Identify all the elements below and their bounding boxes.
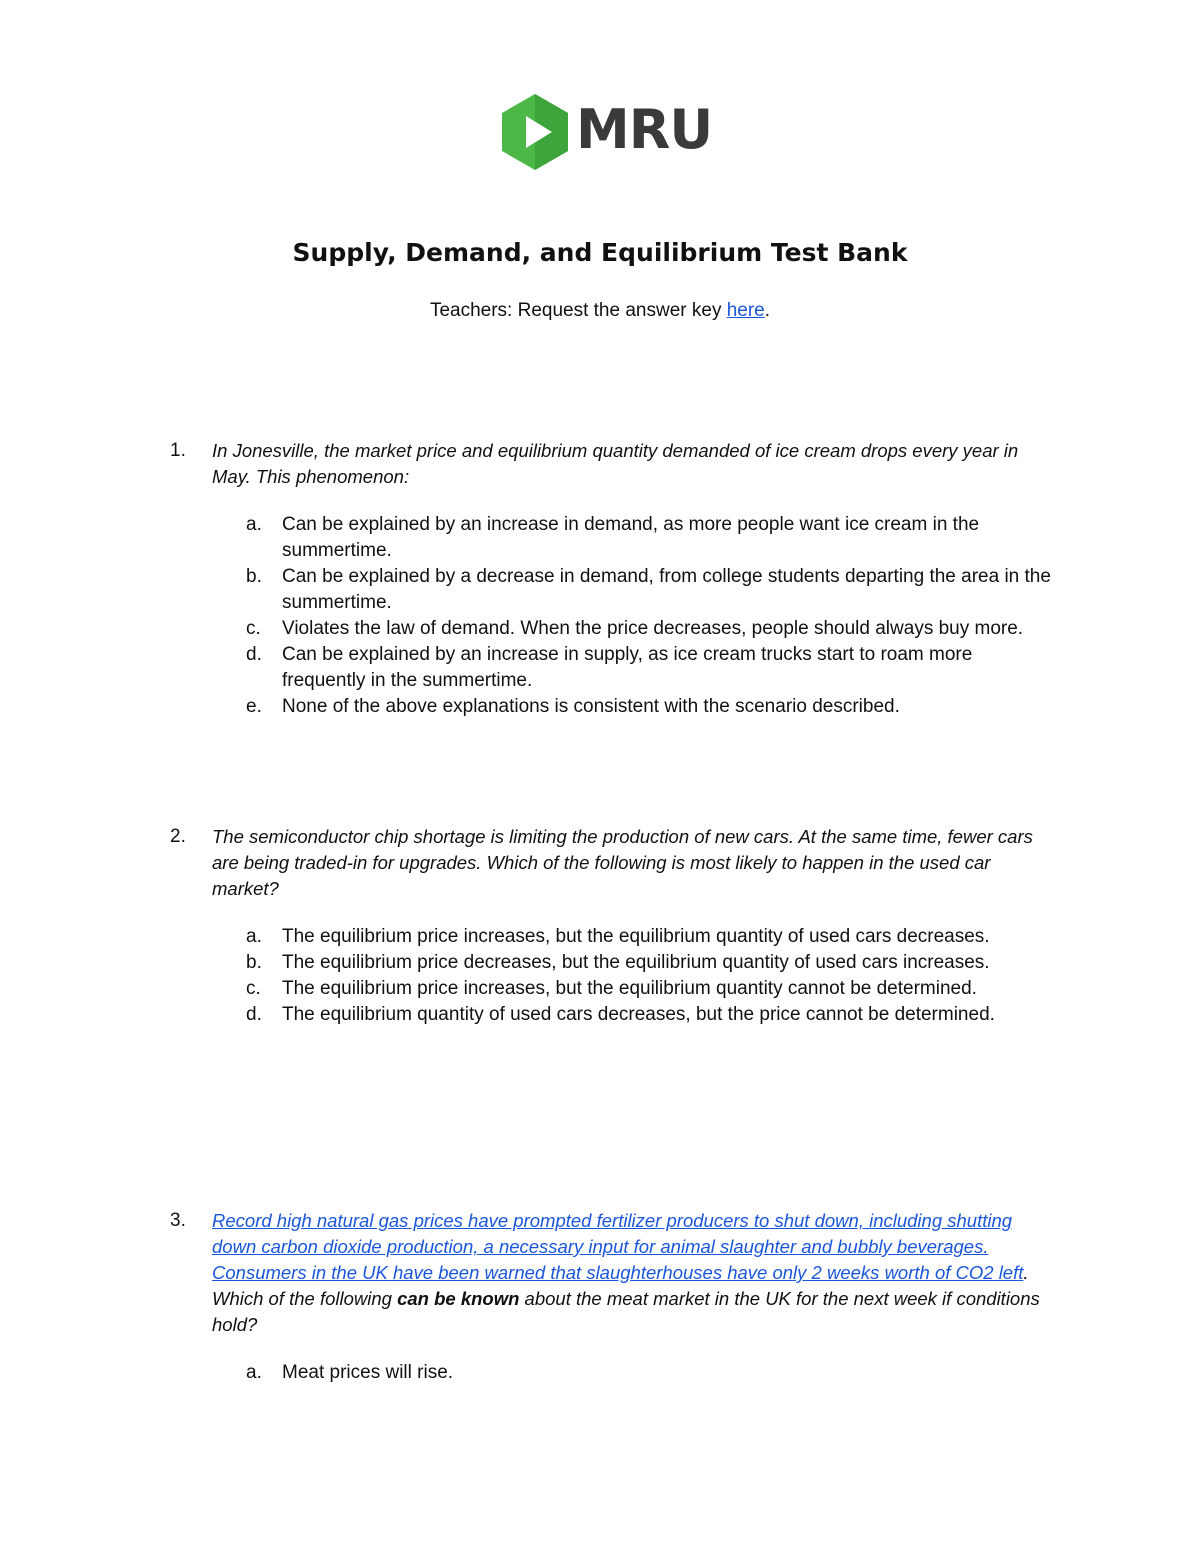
answer-option bbox=[170, 976, 1060, 1002]
answer-options bbox=[170, 924, 1060, 1028]
answer-option bbox=[170, 642, 1060, 694]
option-text: The equilibrium price increases, but the equilibrium quantity of used cars decreases. bbox=[282, 926, 990, 947]
question-3 bbox=[170, 1208, 1060, 1386]
option-letter: e. bbox=[246, 696, 262, 717]
stem-emphasis: can be known bbox=[397, 1288, 520, 1309]
answer-options bbox=[170, 1360, 1060, 1386]
subtitle-prefix: Teachers: Request the answer key bbox=[429, 300, 727, 321]
option-text: The equilibrium price increases, but the equilibrium quantity cannot be determined. bbox=[282, 978, 977, 999]
question-stem: In Jonesville, the market price and equilibrium quantity demanded of ice cream drops every year in May. This phenomenon: bbox=[212, 440, 1019, 487]
subtitle-suffix: . bbox=[764, 300, 771, 321]
answer-options bbox=[170, 512, 1060, 720]
answer-option bbox=[170, 1002, 1060, 1028]
option-letter: d. bbox=[246, 644, 262, 665]
answer-key-link[interactable]: here bbox=[726, 300, 765, 321]
mru-logo bbox=[500, 92, 713, 172]
option-letter: b. bbox=[246, 566, 262, 587]
stem-text: . Which of the following bbox=[212, 1262, 1029, 1309]
question-stem bbox=[212, 1208, 1060, 1338]
option-letter: b. bbox=[246, 952, 262, 973]
option-text: Violates the law of demand. When the price decreases, people should always buy more. bbox=[282, 618, 1024, 639]
option-letter: d. bbox=[246, 1004, 262, 1025]
answer-option bbox=[170, 616, 1060, 642]
answer-option bbox=[170, 950, 1060, 976]
stem-text-end: about the meat market in the UK for the next week if conditions hold? bbox=[212, 1288, 1040, 1335]
question-1 bbox=[170, 438, 1060, 720]
option-letter: c. bbox=[246, 978, 261, 999]
option-text: Can be explained by an increase in supply, as ice cream trucks start to roam more frequently in the summertime. bbox=[282, 644, 973, 691]
option-letter: a. bbox=[246, 926, 262, 947]
news-article-link[interactable]: Record high natural gas prices have prompted fertilizer producers to shut down, including shutting down carbon dioxide production, a necessary input for animal slaughter and bubbly beverages. Consumers in the UK have been warned that slaughterhouses have only 2 weeks worth of CO2 left bbox=[212, 1210, 1024, 1283]
option-letter: a. bbox=[246, 1362, 262, 1383]
option-text: None of the above explanations is consistent with the scenario described. bbox=[282, 696, 900, 717]
answer-option bbox=[170, 512, 1060, 564]
option-text: The equilibrium price decreases, but the equilibrium quantity of used cars increases. bbox=[282, 952, 990, 973]
option-text: Can be explained by an increase in demand, as more people want ice cream in the summertime. bbox=[282, 514, 980, 561]
answer-key-request bbox=[0, 298, 1200, 324]
answer-option bbox=[170, 694, 1060, 720]
option-text: Meat prices will rise. bbox=[282, 1362, 454, 1383]
option-text: Can be explained by a decrease in demand, from college students departing the area in the summertime. bbox=[282, 566, 1051, 613]
option-text: The equilibrium quantity of used cars decreases, but the price cannot be determined. bbox=[282, 1004, 995, 1025]
answer-option bbox=[170, 924, 1060, 950]
question-number: 2. bbox=[170, 826, 186, 847]
answer-option bbox=[170, 564, 1060, 616]
question-stem: The semiconductor chip shortage is limiting the production of new cars. At the same time, fewer cars are being traded-in for upgrades. Which of the following is most likely to happen in the used car market? bbox=[212, 826, 1033, 899]
play-hexagon-icon bbox=[500, 92, 570, 172]
option-letter: a. bbox=[246, 514, 262, 535]
question-2 bbox=[170, 824, 1060, 1028]
logo-text: MRU bbox=[576, 98, 713, 161]
question-number: 3. bbox=[170, 1210, 186, 1231]
page-title: Supply, Demand, and Equilibrium Test Bank bbox=[292, 238, 908, 267]
option-letter: c. bbox=[246, 618, 261, 639]
question-number: 1. bbox=[170, 440, 186, 461]
answer-option bbox=[170, 1360, 1060, 1386]
